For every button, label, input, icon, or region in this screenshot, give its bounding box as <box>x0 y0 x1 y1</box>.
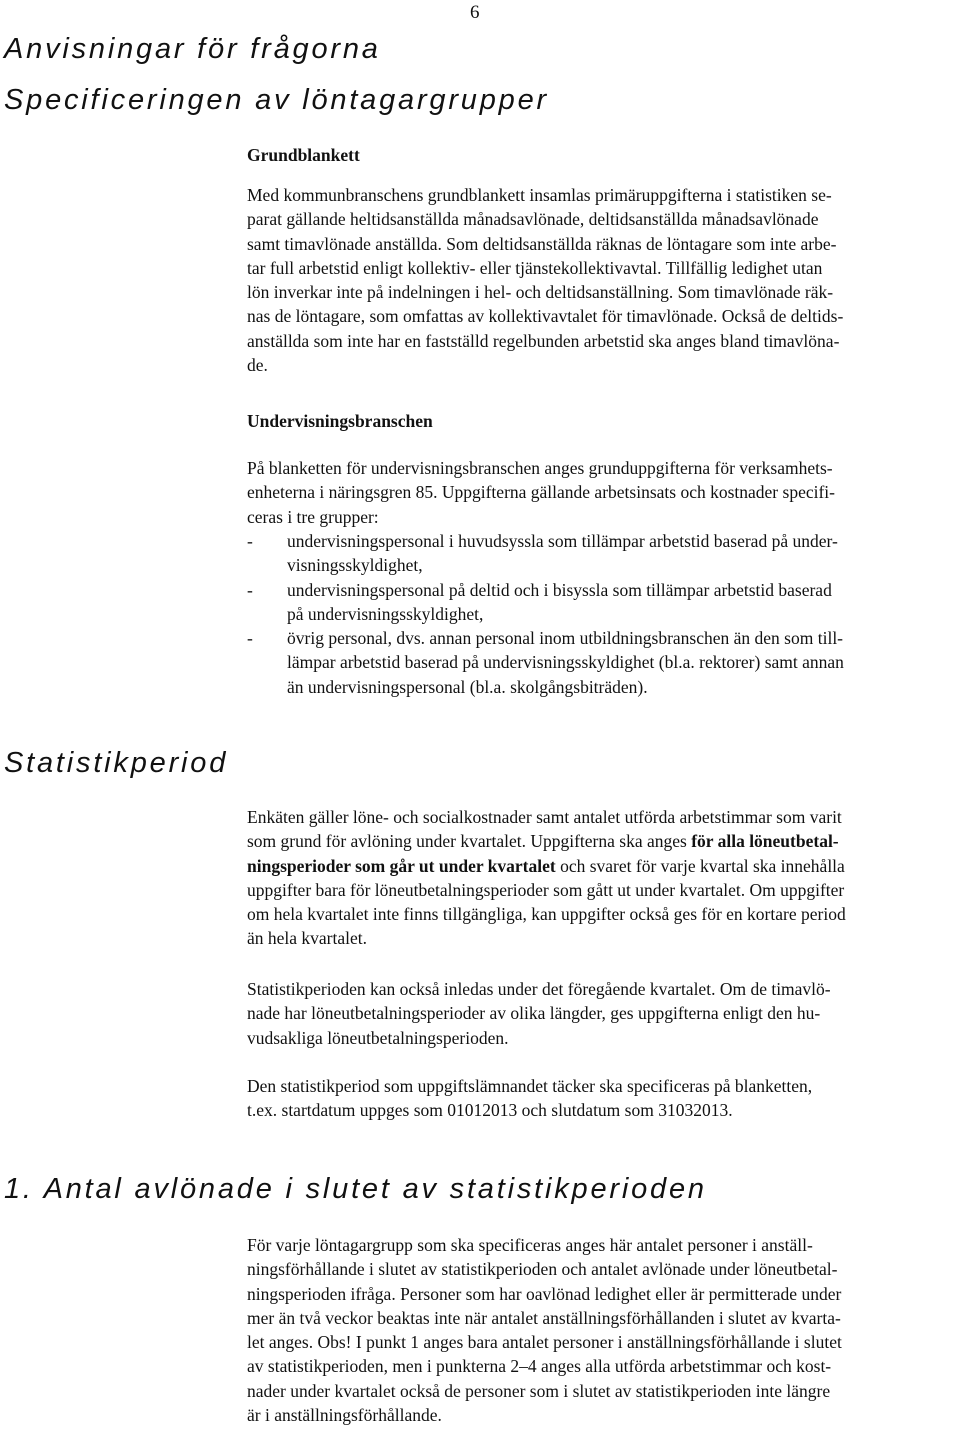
undervisning-list <box>247 529 957 699</box>
statistikperiod-paragraph-3 <box>247 1074 959 1123</box>
dash-bullet: - <box>247 628 253 649</box>
text-line: de. <box>247 355 268 376</box>
text-line: uppgifter bara för löneutbetalningsperioder som gått ut under kvartalet. Om uppgifter <box>247 879 845 900</box>
text-run: som grund för avlöning under kvartalet. Uppgifterna ska anges <box>247 831 692 852</box>
text-line: lämpar arbetstid baserad på undervisningsskyldighet (bl.a. rektorer) samt annan <box>287 652 844 673</box>
list-item <box>247 626 957 699</box>
text-line: än hela kvartalet. <box>247 928 368 949</box>
text-line: undervisningspersonal på deltid och i bisyssla som tillämpar arbetstid baserad <box>287 579 832 600</box>
text-line: undervisningspersonal i huvudsyssla som tillämpar arbetstid baserad på under- <box>287 531 838 551</box>
statistikperiod-paragraph-2 <box>247 977 959 1050</box>
text-line: enheterna i näringsgren 85. Uppgifterna gällande arbetsinsats och kostnader specifi- <box>247 482 835 503</box>
text-line: För varje löntagargrupp som ska specificeras anges här antalet personer i anställ- <box>247 1235 813 1255</box>
text-line: tar full arbetstid enligt kollektiv- eller tjänstekollektivavtal. Tillfällig ledighet utan <box>247 257 823 278</box>
text-line: nader under kvartalet också de personer som i slutet av statistikperioden inte längre <box>247 1380 831 1401</box>
text-line: Med kommunbranschens grundblankett insamlas primäruppgifterna i statistiken se- <box>247 185 832 205</box>
text-line: let anges. Obs! I punkt 1 anges bara antalet personer i anställningsförhållande i slutet <box>247 1332 842 1353</box>
page-number: 6 <box>470 2 480 23</box>
undervisning-intro <box>247 456 957 529</box>
bold-text: för alla löneutbetal- <box>691 831 839 852</box>
text-line: vudsakliga löneutbetalningsperioden. <box>247 1027 509 1048</box>
statistikperiod-paragraph-1 <box>247 805 959 951</box>
text-line: nade har löneutbetalningsperioder av olika längder, ges uppgifterna enligt den hu- <box>247 1003 821 1024</box>
text-line: av statistikperioden, men i punkterna 2–4 anges alla utförda arbetstimmar och kost- <box>247 1356 832 1377</box>
text-line: övrig personal, dvs. annan personal inom utbildningsbranschen än den som till- <box>287 628 844 649</box>
grundblankett-heading: Grundblankett <box>247 145 360 165</box>
text-line: lön inverkar inte på indelningen i hel- och deltidsanställning. Som timavlönade räk- <box>247 282 834 303</box>
text-line <box>247 829 959 853</box>
text-line: samt timavlönade anställda. Som deltidsanställda räknas de löntagare som inte arbe- <box>247 233 837 254</box>
text-line: Den statistikperiod som uppgiftslämnandet täcker ska specificeras på blanketten, <box>247 1076 813 1096</box>
text-line: Enkäten gäller löne- och socialkostnader samt antalet utförda arbetstimmar som varit <box>247 807 842 827</box>
text-line: ceras i tre grupper: <box>247 506 379 527</box>
text-line: är i anställningsförhållande. <box>247 1405 442 1426</box>
list-item <box>247 578 957 627</box>
dash-bullet: - <box>247 531 253 551</box>
text-line: På blanketten för undervisningsbranschen anges grunduppgifterna för verksamhets- <box>247 458 833 478</box>
text-line: ningsperioden ifråga. Personer som har oavlönad ledighet eller är permitterade under <box>247 1283 842 1304</box>
antal-paragraph <box>247 1233 959 1427</box>
text-line: parat gällande heltidsanställda månadsavlönade, deltidsanställda månadsavlönade <box>247 209 819 230</box>
grundblankett-paragraph <box>247 183 957 377</box>
text-line: mer än två veckor beaktas inte när antalet anställningsförhållanden i slutet av kvarta- <box>247 1307 841 1328</box>
text-line: Statistikperioden kan också inledas under det föregående kvartalet. Om de timavlö- <box>247 979 831 999</box>
text-line: visningsskyldighet, <box>287 555 423 576</box>
main-heading: Anvisningar för frågorna <box>4 33 381 65</box>
text-line <box>247 854 959 878</box>
text-line: nas de löntagare, som omfattas av kollektivavtalet för timavlönade. Också de deltids- <box>247 306 844 327</box>
text-line: än undervisningspersonal (bl.a. skolgångsbiträden). <box>287 676 648 697</box>
text-run: och svaret för varje kvartal ska innehålla <box>555 855 845 876</box>
list-item <box>247 529 957 578</box>
text-line: på undervisningsskyldighet, <box>287 603 484 624</box>
bold-text: ningsperioder som går ut under kvartalet <box>247 855 556 876</box>
text-line: t.ex. startdatum uppges som 01012013 och slutdatum som 31032013. <box>247 1100 733 1121</box>
sub-heading: Specificeringen av löntagargrupper <box>4 84 549 116</box>
text-line: ningsförhållande i slutet av statistikperioden och antalet avlönade under löneutbetal- <box>247 1259 838 1280</box>
text-line: anställda som inte har en fastställd regelbunden arbetstid ska anges bland timavlöna- <box>247 330 840 351</box>
statistikperiod-heading: Statistikperiod <box>4 747 229 779</box>
undervisning-heading: Undervisningsbranschen <box>247 411 433 431</box>
antal-heading: 1. Antal avlönade i slutet av statistikperioden <box>4 1173 707 1205</box>
dash-bullet: - <box>247 579 253 600</box>
text-line: om hela kvartalet inte finns tillgängliga, kan uppgifter också ges för en kortare period <box>247 904 846 925</box>
